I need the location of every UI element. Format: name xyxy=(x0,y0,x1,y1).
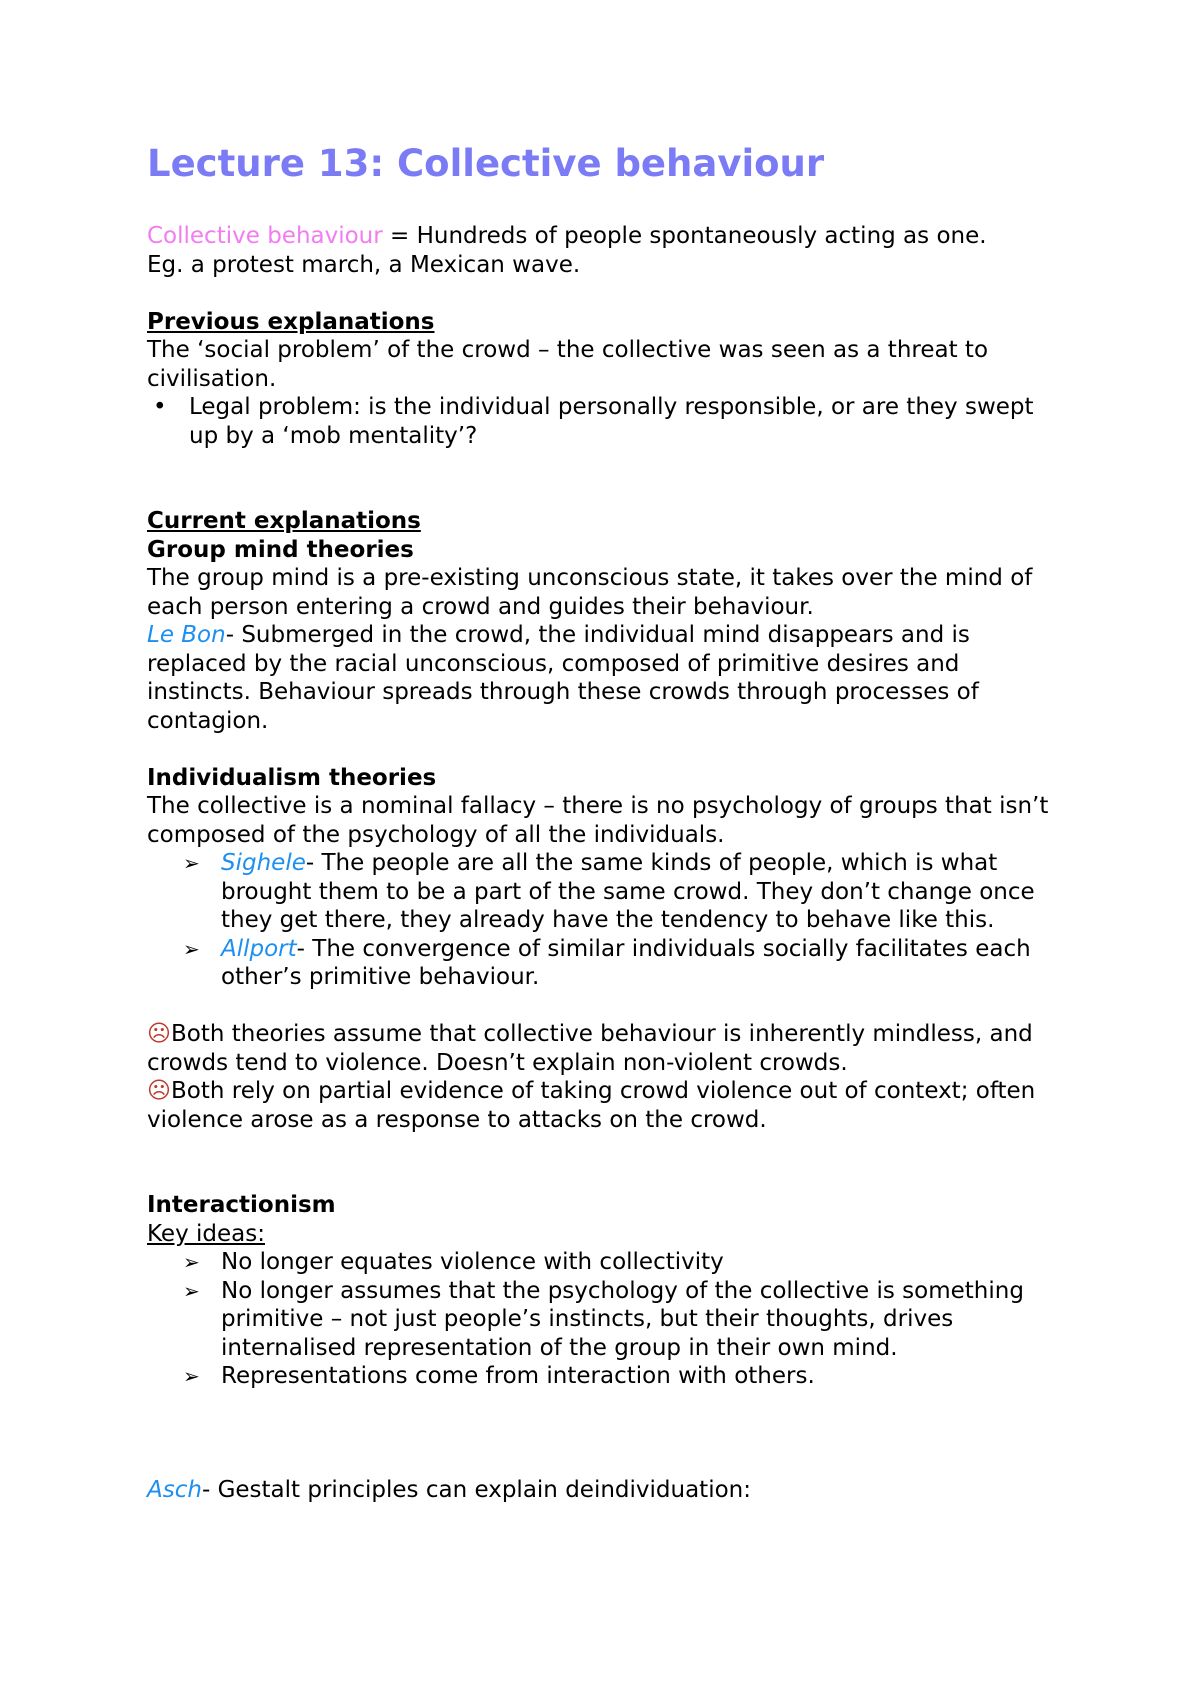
sad-face-icon: ☹ xyxy=(147,1078,171,1104)
arrow-bullet-icon: ➢ xyxy=(183,851,200,875)
name-allport: Allport xyxy=(221,935,297,962)
arrow-bullet-icon: ➢ xyxy=(183,1250,200,1274)
lebon-paragraph: Le Bon- Submerged in the crowd, the individual mind disappears and is replaced by the racial unconscious, composed of primitive desires and instincts. Behaviour spreads through these crowds through processes of contagion. xyxy=(147,622,979,734)
heading-individualism-theories: Individualism theories xyxy=(147,764,437,791)
group-mind-text: The group mind is a pre-existing unconscious state, it takes over the mind of each person entering a crowd and guides their behaviour. xyxy=(147,565,1033,620)
page-title: Lecture 13: Collective behaviour xyxy=(147,142,825,185)
intro-example: Eg. a protest march, a Mexican wave. xyxy=(147,251,581,278)
list-item: ➢ Sighele- The people are all the same kinds of people, which is what brought them to be a part of the same crowd. They don’t change once they get there, they already have the tendency to behave like this. xyxy=(183,850,1035,933)
heading-group-mind-theories: Group mind theories xyxy=(147,536,414,563)
list-item: ➢ No longer assumes that the psychology of the collective is something primitive – not just people’s instincts, but their thoughts, drives internalised representation of the group in their own mind. xyxy=(183,1277,1024,1361)
criticism-2: ☹Both rely on partial evidence of taking crowd violence out of context; often violence arose as a response to attacks on the crowd. xyxy=(147,1078,1036,1133)
previous-bullet-list xyxy=(147,393,1070,450)
list-item: ➢ No longer equates violence with collectivity xyxy=(183,1249,724,1275)
subheading-key-ideas: Key ideas: xyxy=(147,1220,265,1247)
definition-text: = Hundreds of people spontaneously acting as one. xyxy=(382,223,987,249)
criticism-1: ☹Both theories assume that collective behaviour is inherently mindless, and crowds tend to violence. Doesn’t explain non-violent crowds. xyxy=(147,1021,1033,1076)
individualism-text: The collective is a nominal fallacy – there is no psychology of groups that isn’t composed of the psychology of all the individuals. xyxy=(147,793,1049,848)
name-le-bon: Le Bon xyxy=(147,622,226,648)
arrow-bullet-icon: ➢ xyxy=(183,1364,200,1388)
arrow-bullet-icon: ➢ xyxy=(183,936,200,961)
intro-definition xyxy=(147,222,1070,251)
list-item: ➢ Allport- The convergence of similar individuals socially facilitates each other’s primitive behaviour. xyxy=(183,935,1031,990)
name-sighele: Sighele xyxy=(221,850,306,876)
previous-text: The ‘social problem’ of the crowd – the collective was seen as a threat to civilisation. xyxy=(147,337,989,392)
interactionism-list xyxy=(147,1248,1070,1391)
individualism-list xyxy=(147,849,1070,992)
heading-interactionism: Interactionism xyxy=(147,1192,336,1218)
arrow-bullet-icon: ➢ xyxy=(183,1278,200,1303)
heading-current-explanations: Current explanations xyxy=(147,508,421,534)
list-item: ➢ Representations come from interaction with others. xyxy=(183,1363,815,1389)
name-asch: Asch xyxy=(147,1477,202,1503)
bullet-icon: • xyxy=(153,394,167,420)
list-item: • Legal problem: is the individual personally responsible, or are they swept up by a ‘mob mentality’? xyxy=(153,394,1034,449)
sad-face-icon: ☹ xyxy=(147,1021,171,1047)
term-collective-behaviour: Collective behaviour xyxy=(147,223,383,249)
asch-paragraph: Asch- Gestalt principles can explain deindividuation: xyxy=(147,1477,751,1503)
heading-previous-explanations: Previous explanations xyxy=(147,308,435,335)
